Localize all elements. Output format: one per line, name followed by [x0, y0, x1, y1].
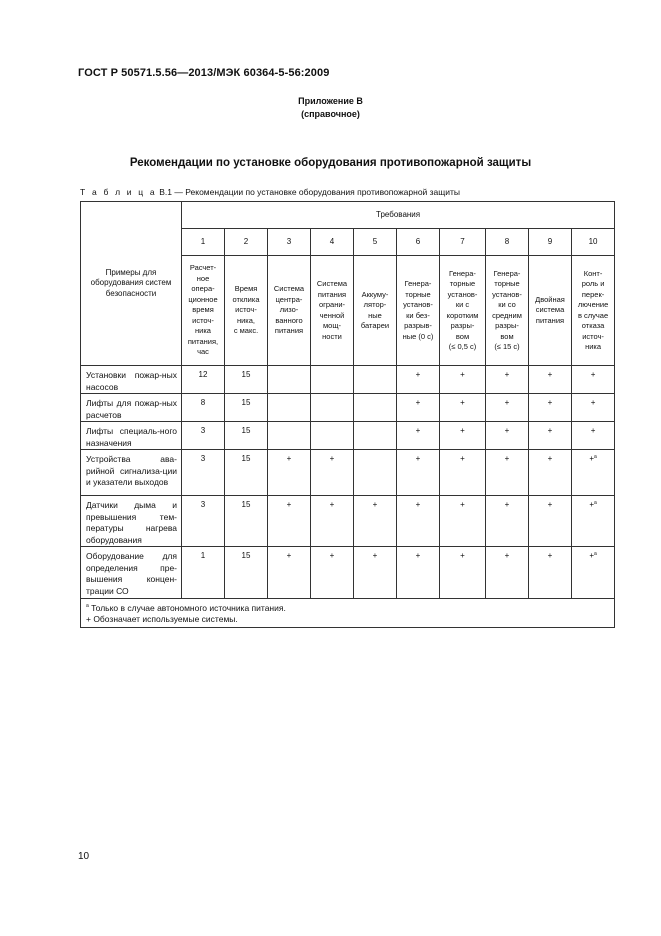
requirement-value	[440, 450, 486, 496]
appendix-title: Приложение B	[298, 96, 363, 106]
value-text: +	[329, 454, 335, 463]
value-text: +	[460, 426, 465, 435]
column-title: Расчет- ное опера- ционное время источ- ника питания, час	[182, 256, 225, 366]
table-caption-prefix: Т а б л и ц а	[80, 187, 157, 197]
value-text: +	[460, 551, 465, 560]
value-text: +	[460, 370, 465, 379]
requirement-value	[486, 366, 529, 394]
requirement-value	[440, 496, 486, 547]
appendix-note: (справочное)	[301, 109, 360, 119]
corner-header: Примеры для оборудования систем безопасности	[90, 267, 172, 298]
value-text: +	[590, 398, 596, 407]
requirement-value	[572, 394, 615, 422]
column-number: 6	[397, 229, 440, 256]
value-text: +	[590, 426, 596, 435]
requirement-value	[268, 450, 311, 496]
table-row	[81, 366, 615, 394]
value-text: +	[415, 500, 421, 509]
system-name: Лифты для пожар-ных расчетов	[81, 394, 182, 422]
requirement-value	[440, 422, 486, 450]
requirement-value	[440, 366, 486, 394]
value-text: +	[504, 500, 510, 509]
value-text: +	[547, 500, 553, 509]
requirement-value	[225, 547, 268, 599]
table-row	[81, 450, 615, 496]
column-number: 10	[572, 229, 615, 256]
requirement-value	[225, 366, 268, 394]
value-text: +	[286, 551, 292, 560]
requirement-value	[268, 366, 311, 394]
requirement-value	[397, 547, 440, 599]
value-text: +	[286, 454, 292, 463]
column-title: Конт- роль и перек- лючение в случае отказа источ- ника	[572, 256, 615, 366]
system-name: Лифты специаль-ного назначения	[81, 422, 182, 450]
value-text: +	[589, 500, 594, 509]
requirement-value	[486, 450, 529, 496]
column-number: 3	[268, 229, 311, 256]
value-text: 8	[200, 398, 206, 407]
value-text: 3	[200, 454, 206, 463]
requirement-value	[440, 394, 486, 422]
value-text: +	[504, 426, 510, 435]
requirement-value	[572, 496, 615, 547]
value-text: 3	[200, 500, 206, 509]
requirement-value	[182, 394, 225, 422]
column-title: Генера- торные установ- ки с коротким разры- вом (≤ 0,5 с)	[440, 256, 486, 366]
value-text: 15	[241, 426, 251, 435]
value-text: +	[547, 551, 553, 560]
requirement-value	[572, 547, 615, 599]
requirement-value	[268, 496, 311, 547]
requirement-value	[572, 366, 615, 394]
requirement-value	[311, 366, 354, 394]
value-text: +	[460, 500, 465, 509]
value-text: +	[372, 500, 378, 509]
column-number: 4	[311, 229, 354, 256]
value-text: +	[547, 454, 553, 463]
requirement-value	[397, 496, 440, 547]
column-number: 7	[440, 229, 486, 256]
value-text: +	[589, 551, 594, 560]
requirement-value	[529, 422, 572, 450]
requirement-value	[354, 422, 397, 450]
column-number: 1	[182, 229, 225, 256]
requirement-value	[397, 366, 440, 394]
table-row	[81, 394, 615, 422]
value-text: 12	[198, 370, 208, 379]
value-text: 1	[200, 551, 206, 560]
requirement-value	[311, 547, 354, 599]
value-text: +	[286, 500, 292, 509]
value-text: +	[589, 454, 594, 463]
requirement-value	[311, 450, 354, 496]
requirement-value	[486, 394, 529, 422]
requirement-value	[397, 394, 440, 422]
value-text: +	[460, 398, 465, 407]
footnote-marker: a	[594, 500, 597, 506]
system-name: Оборудование для определения пре-вышения концен-трации СО	[81, 547, 182, 599]
requirement-value	[182, 366, 225, 394]
requirement-value	[354, 496, 397, 547]
requirement-value	[529, 366, 572, 394]
table-row	[81, 422, 615, 450]
requirement-value	[354, 547, 397, 599]
value-text: 15	[241, 398, 251, 407]
footnote-a-mark: a	[86, 603, 89, 609]
value-text: +	[372, 551, 378, 560]
requirement-value	[529, 547, 572, 599]
system-name: Устройства ава-рийной сигнализа-ции и указатели выходов	[81, 450, 182, 496]
requirement-value	[182, 422, 225, 450]
requirement-value	[182, 496, 225, 547]
value-text: +	[460, 454, 465, 463]
requirement-value	[486, 547, 529, 599]
system-name: Датчики дыма и превышения тем-пературы нагрева оборудования	[81, 496, 182, 547]
column-title: Аккуму- лятор- ные батареи	[354, 256, 397, 366]
value-text: +	[504, 370, 510, 379]
requirement-value	[354, 450, 397, 496]
table-body	[81, 366, 615, 599]
requirement-value	[486, 422, 529, 450]
column-number: 2	[225, 229, 268, 256]
value-text: +	[415, 398, 421, 407]
column-title: Система центра- лизо- ванного питания	[268, 256, 311, 366]
value-text: +	[504, 551, 510, 560]
requirement-value	[225, 496, 268, 547]
value-text: +	[504, 454, 510, 463]
column-title: Генера- торные установ- ки без- разрыв- ные (0 с)	[397, 256, 440, 366]
table-notes	[81, 599, 615, 628]
table-caption	[80, 187, 460, 197]
value-text: 15	[241, 551, 251, 560]
page-number: 10	[78, 851, 90, 862]
requirement-value	[268, 547, 311, 599]
value-text: 15	[241, 500, 251, 509]
table-row	[81, 547, 615, 599]
corner-header-cell	[81, 202, 182, 366]
column-number: 8	[486, 229, 529, 256]
value-text: +	[547, 398, 553, 407]
system-name: Установки пожар-ных насосов	[81, 366, 182, 394]
requirement-value	[354, 366, 397, 394]
requirement-value	[311, 496, 354, 547]
requirement-value	[225, 422, 268, 450]
footnote-a-text: Только в случае автономного источника питания.	[88, 603, 286, 613]
table-row	[81, 496, 615, 547]
requirement-value	[572, 422, 615, 450]
value-text: +	[329, 500, 335, 509]
requirement-value	[311, 422, 354, 450]
section-title: Рекомендации по установке оборудования противопожарной защиты	[129, 157, 532, 169]
footnote-plus: + Обозначает используемые системы.	[86, 613, 238, 624]
requirement-value	[311, 394, 354, 422]
column-title: Время отклика источ- ника, с макс.	[225, 256, 268, 366]
value-text: 15	[241, 454, 251, 463]
value-text: +	[504, 398, 510, 407]
column-title: Двойная система питания	[529, 256, 572, 366]
requirements-header: Требования	[182, 202, 615, 229]
requirement-value	[182, 450, 225, 496]
value-text: +	[415, 454, 421, 463]
document-header: ГОСТ Р 50571.5.56—2013/МЭК 60364-5-56:2009	[78, 67, 330, 79]
requirement-value	[225, 394, 268, 422]
requirement-value	[397, 422, 440, 450]
value-text: 3	[200, 426, 206, 435]
requirement-value	[529, 394, 572, 422]
requirement-value	[529, 496, 572, 547]
column-number: 9	[529, 229, 572, 256]
column-title: Система питания ограни- ченной мощ- ности	[311, 256, 354, 366]
requirement-value	[182, 547, 225, 599]
value-text: +	[415, 426, 421, 435]
value-text: 15	[241, 370, 251, 379]
footnote-marker: a	[594, 454, 597, 460]
requirements-table	[80, 201, 615, 628]
value-text: +	[547, 426, 553, 435]
requirement-value	[354, 394, 397, 422]
value-text: +	[590, 370, 596, 379]
value-text: +	[547, 370, 553, 379]
requirement-value	[397, 450, 440, 496]
requirement-value	[529, 450, 572, 496]
column-title: Генера- торные установ- ки со средним разры- вом (≤ 15 с)	[486, 256, 529, 366]
value-text: +	[415, 551, 421, 560]
requirement-value	[440, 547, 486, 599]
value-text: +	[329, 551, 335, 560]
value-text: +	[415, 370, 421, 379]
table-caption-text: B.1 — Рекомендации по установке оборудования противопожарной защиты	[159, 187, 461, 197]
column-number: 5	[354, 229, 397, 256]
requirement-value	[268, 422, 311, 450]
footnote-marker: a	[594, 551, 597, 557]
requirement-value	[225, 450, 268, 496]
requirement-value	[268, 394, 311, 422]
footnote-a	[86, 603, 609, 614]
requirement-value	[572, 450, 615, 496]
requirement-value	[486, 496, 529, 547]
